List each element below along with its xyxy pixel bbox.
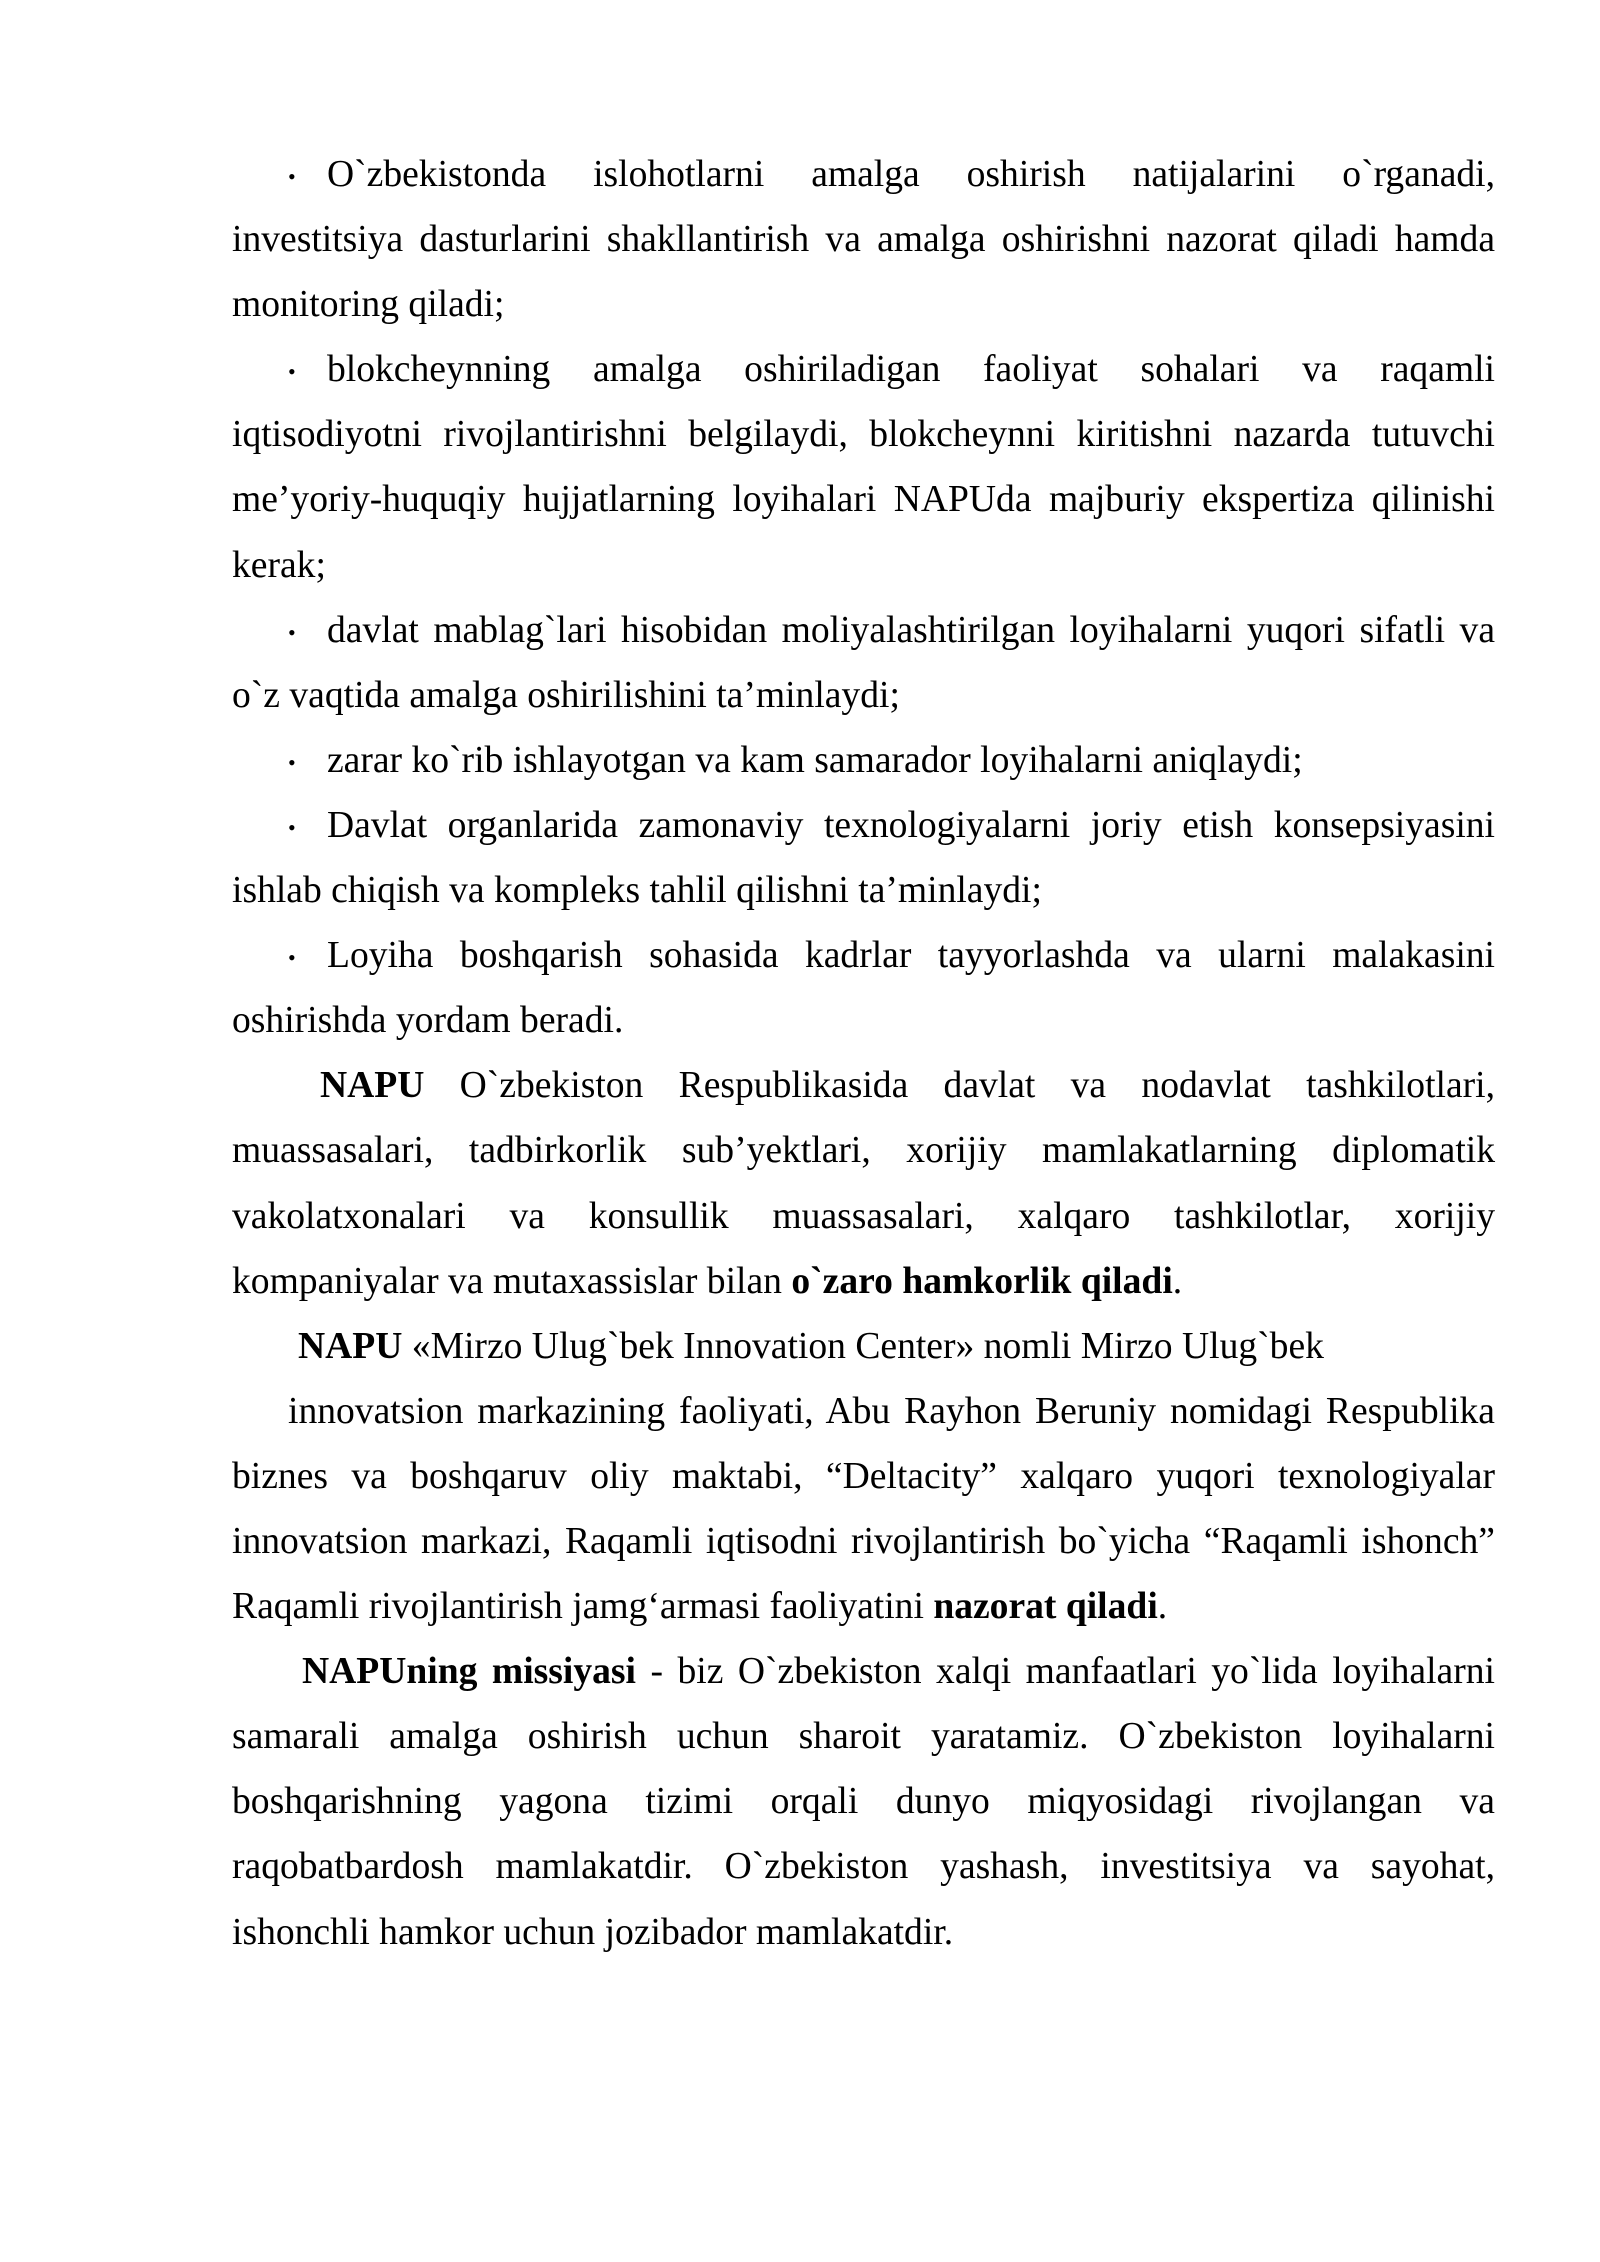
text-line: ishlab chiqish va kompleks tahlil qilishni ta’minlaydi; xyxy=(232,870,1042,912)
bullet-item xyxy=(232,337,1495,597)
bullet-item xyxy=(232,793,1495,923)
text-line: ishonchli hamkor uchun jozibador mamlakatdir. xyxy=(232,1911,954,1953)
text-line-content: Davlat organlarida zamonaviy texnologiyalarni joriy etish konsepsiyasini xyxy=(327,804,1495,846)
bold-term: nazorat qiladi xyxy=(933,1586,1158,1628)
text-line: iqtisodiyotni rivojlantirishni belgilaydi, blokcheynni kiritishni nazarda tutuvchi xyxy=(232,414,1495,456)
text-line: raqobatbardosh mamlakatdir. O`zbekiston yashash, investitsiya va sayohat, xyxy=(232,1846,1495,1888)
bullet-icon: • xyxy=(288,619,296,645)
bullet-icon: • xyxy=(288,814,296,840)
text-line: oshirishda yordam beradi. xyxy=(232,1000,624,1042)
text-line xyxy=(232,1574,1495,1639)
text-line xyxy=(232,1639,1495,1704)
text-line-content: Loyiha boshqarish sohasida kadrlar tayyorlashda va ularni malakasini xyxy=(327,935,1495,977)
text-line: investitsiya dasturlarini shakllantirish va amalga oshirishni nazorat qiladi hamda xyxy=(232,219,1495,261)
bold-term: NAPU xyxy=(298,1325,403,1367)
text-line-content: kompaniyalar va mutaxassislar bilan xyxy=(232,1260,782,1302)
text-line xyxy=(232,923,1495,988)
bullet-item xyxy=(232,728,1495,793)
punctuation: . xyxy=(1157,1586,1168,1628)
text-line: me’yoriy-huquqiy hujjatlarning loyihalari NAPUda majburiy ekspertiza qilinishi xyxy=(232,479,1495,521)
text-line xyxy=(232,142,1495,207)
text-line: biznes va boshqaruv oliy maktabi, “Deltacity” xalqaro yuqori texnologiyalar xyxy=(232,1455,1495,1497)
text-line xyxy=(232,337,1495,402)
bold-term: NAPUning missiyasi xyxy=(302,1651,636,1693)
text-line: muassasalari, tadbirkorlik sub’yektlari, xorijiy mamlakatlarning diplomatik xyxy=(232,1130,1495,1172)
text-line: kerak; xyxy=(232,544,326,586)
paragraph-cooperation xyxy=(232,1053,1495,1313)
text-line: vakolatxonalari va konsullik muassasalari, xalqaro tashkilotlar, xorijiy xyxy=(232,1195,1495,1237)
text-line xyxy=(232,728,1495,793)
punctuation: . xyxy=(1172,1260,1183,1302)
bullet-icon: • xyxy=(288,359,296,385)
text-line-content: «Mirzo Ulug`bek Innovation Center» nomli Mirzo Ulug`bek xyxy=(411,1325,1324,1367)
text-line: samarali amalga oshirish uchun sharoit yaratamiz. O`zbekiston loyihalarni xyxy=(232,1716,1495,1758)
text-line: monitoring qiladi; xyxy=(232,284,505,326)
bullet-item xyxy=(232,142,1495,337)
text-line-content: davlat mablag`lari hisobidan moliyalashtirilgan loyihalarni yuqori sifatli va xyxy=(327,609,1495,651)
text-line xyxy=(232,1249,1495,1314)
text-line xyxy=(232,793,1495,858)
text-line-content: blokcheynning amalga oshiriladigan faoliyat sohalari va raqamli xyxy=(327,349,1495,391)
text-line-content: O`zbekiston Respublikasida davlat va nodavlat tashkilotlari, xyxy=(459,1065,1495,1107)
bold-term: o`zaro hamkorlik qiladi xyxy=(791,1260,1173,1302)
bullet-icon: • xyxy=(288,164,296,189)
bullet-item xyxy=(232,923,1495,1053)
text-line-content: zarar ko`rib ishlayotgan va kam samarador loyihalarni aniqlaydi; xyxy=(327,739,1303,781)
text-line-content: Raqamli rivojlantirish jamg‘armasi faoliyatini xyxy=(232,1586,924,1628)
text-line: innovatsion markazining faoliyati, Abu Rayhon Beruniy nomidagi Respublika xyxy=(288,1390,1495,1432)
paragraph-mission xyxy=(232,1639,1495,1964)
text-line: innovatsion markazi, Raqamli iqtisodni rivojlantirish bo`yicha “Raqamli ishonch” xyxy=(232,1520,1495,1562)
bold-term: NAPU xyxy=(320,1065,425,1107)
bullet-icon: • xyxy=(288,749,296,775)
paragraph-oversight xyxy=(232,1314,1495,1639)
text-line xyxy=(232,1053,1495,1118)
bullet-icon: • xyxy=(288,945,296,971)
text-line xyxy=(232,598,1495,663)
document-page xyxy=(232,142,1495,1965)
text-line: o`z vaqtida amalga oshirilishini ta’minlaydi; xyxy=(232,674,900,716)
text-line: boshqarishning yagona tizimi orqali dunyo miqyosidagi rivojlangan va xyxy=(232,1781,1495,1823)
text-line xyxy=(232,1314,1495,1379)
text-line-content: - biz O`zbekiston xalqi manfaatlari yo`lida loyihalarni xyxy=(650,1651,1495,1693)
text-line-content: O`zbekistonda islohotlarni amalga oshirish natijalarini o`rganadi, xyxy=(327,154,1495,195)
bullet-item xyxy=(232,598,1495,728)
